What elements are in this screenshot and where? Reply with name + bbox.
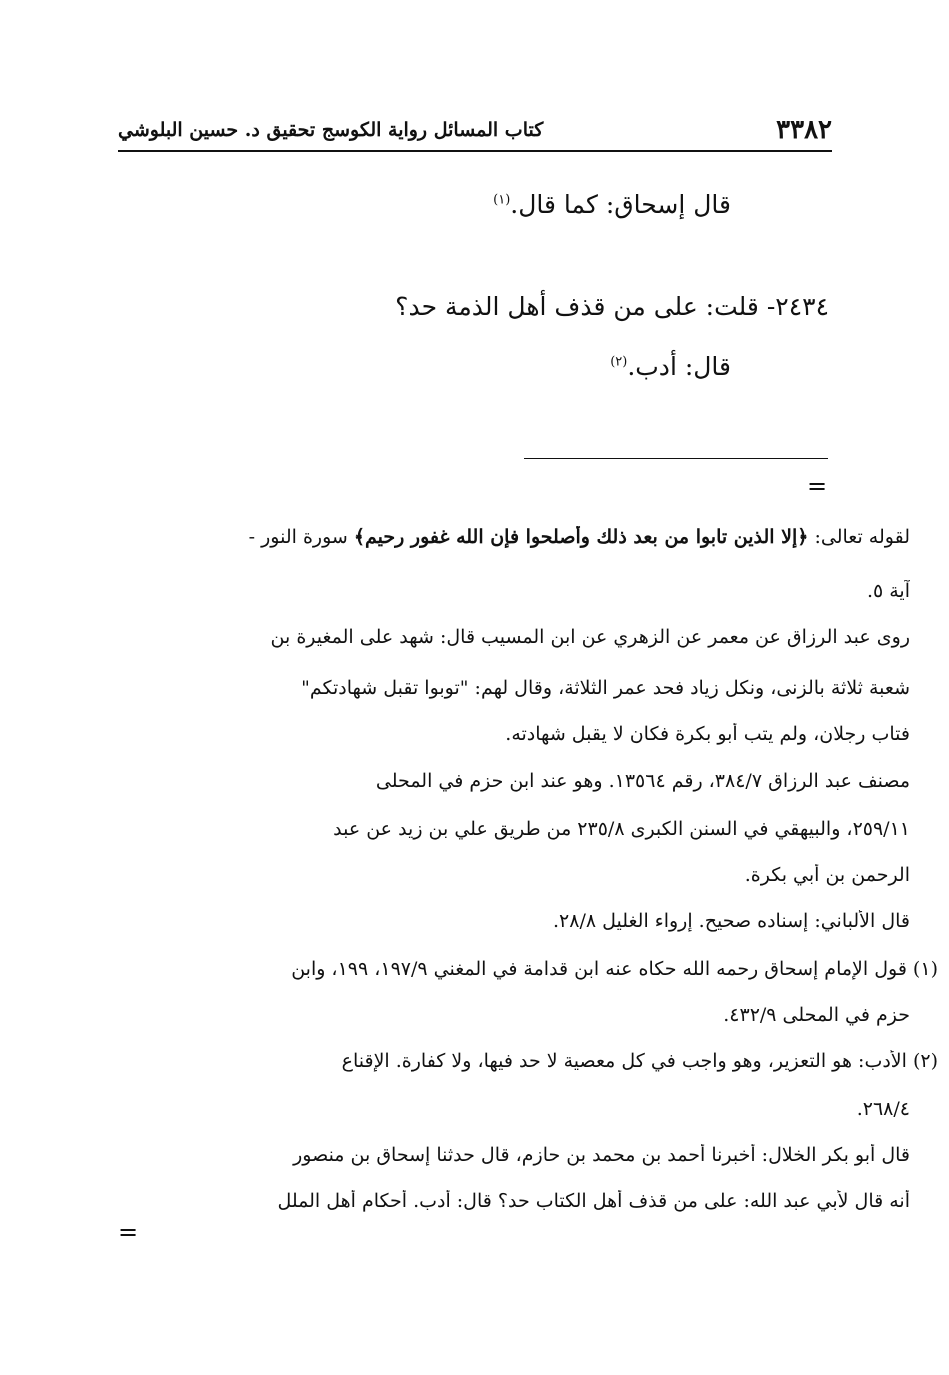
main-line-text: قال إسحاق: كما قال. xyxy=(510,190,731,219)
footnote-2-line-2: ٢٦٨/٤. xyxy=(856,1098,910,1120)
running-title: كتاب المسائل رواية الكوسج تحقيق د. حسين البلوشي xyxy=(118,119,544,141)
khallal-line-2: أنه قال لأبي عبد الله: على من قذف أهل الكتاب حد؟ قال: أدب. أحكام أهل الملل xyxy=(277,1190,910,1212)
question-2434: ٢٤٣٤- قلت: على من قذف أهل الذمة حد؟ xyxy=(395,292,829,321)
answer-line xyxy=(610,352,731,381)
quran-reference-line2: آية ٥. xyxy=(866,580,910,602)
continuation-mark-bottom: = xyxy=(118,1218,139,1246)
main-line-ishaq xyxy=(493,190,731,219)
albani-line: قال الألباني: إسناده صحيح. إرواء الغليل ٢٨/٨. xyxy=(552,910,910,932)
page-header xyxy=(118,110,832,152)
continuation-mark-top: = xyxy=(807,472,828,500)
footnote-separator xyxy=(524,458,828,459)
riwaya-line-2: شعبة ثلاثة بالزنى، ونكل زياد فحد عمر الثلاثة، وقال لهم: "توبوا تقبل شهادتكم" xyxy=(301,677,910,699)
footnote-2-line-1: (٢) الأدب: هو التعزير، وهو واجب في كل معصية لا حد فيها، ولا كفارة. الإقناع xyxy=(341,1050,938,1072)
quran-reference: سورة النور - xyxy=(248,526,348,548)
page-number: ٣٣٨٢ xyxy=(776,115,832,145)
quran-line xyxy=(118,526,910,548)
footnote-1-line-1: (١) قول الإمام إسحاق رحمه الله حكاه عنه ابن قدامة في المغني ١٩٧/٩، ١٩٩، وابن xyxy=(291,958,938,980)
takhrij-line-1: مصنف عبد الرزاق ٣٨٤/٧، رقم ١٣٥٦٤. وهو عند ابن حزم في المحلى xyxy=(375,770,910,792)
footnote-ref-1: (١) xyxy=(493,192,511,208)
riwaya-line-1: روى عبد الرزاق عن معمر عن الزهري عن ابن المسيب قال: شهد على المغيرة بن xyxy=(270,626,910,648)
khallal-line-1: قال أبو بكر الخلال: أخبرنا أحمد بن محمد بن حازم، قال حدثنا إسحاق بن منصور xyxy=(293,1144,910,1166)
quran-verse: ﴿إلا الذين تابوا من بعد ذلك وأصلحوا فإن الله غفور رحيم﴾ xyxy=(353,526,809,548)
takhrij-line-2: ٢٥٩/١١، والبيهقي في السنن الكبرى ٢٣٥/٨ من طريق علي بن زيد عن عبد xyxy=(333,818,910,840)
riwaya-line-3: فتاب رجلان، ولم يتب أبو بكرة فكان لا يقبل شهادته. xyxy=(505,723,910,745)
answer-text: قال: أدب. xyxy=(627,352,731,381)
takhrij-line-3: الرحمن بن أبي بكرة. xyxy=(744,864,910,886)
footnote-ref-2: (٢) xyxy=(610,354,628,370)
quran-intro: لقوله تعالى: xyxy=(814,526,910,548)
footnote-1-line-2: حزم في المحلى ٤٣٢/٩. xyxy=(723,1004,910,1026)
